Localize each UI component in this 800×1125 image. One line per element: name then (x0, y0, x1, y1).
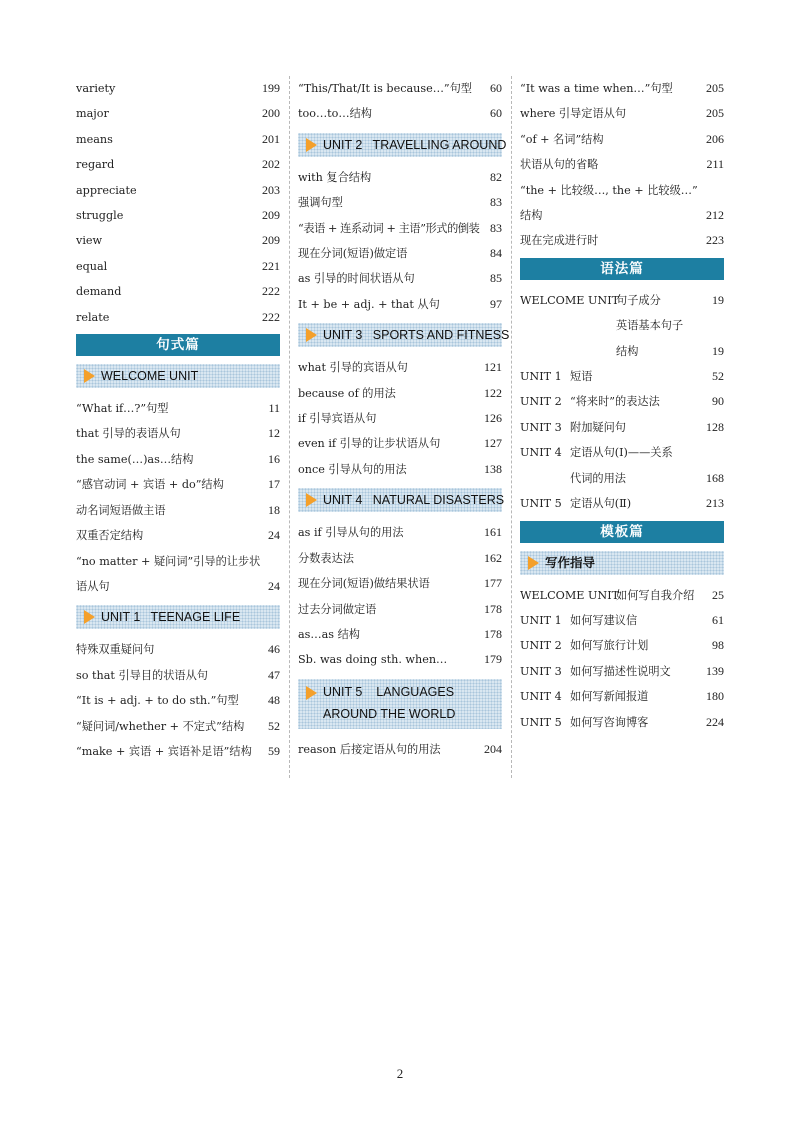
entry-title: as 引导的时间状语从句 (298, 272, 415, 286)
entry-page: 213 (706, 496, 724, 511)
entry-page: 12 (268, 426, 280, 441)
arrow-icon (306, 328, 317, 342)
unit-label: WELCOME UNIT (101, 369, 199, 384)
word-list (76, 76, 280, 330)
unit-label: UNIT 2 TRAVELLING AROUND (323, 137, 507, 152)
entry-page: 177 (484, 576, 502, 591)
entry-page: 60 (490, 81, 502, 95)
arrow-icon (84, 369, 95, 383)
entry-page: 138 (484, 461, 502, 476)
entry-page: 61 (712, 612, 724, 627)
entry-title: view (76, 234, 103, 248)
entry-page: 201 (262, 131, 280, 146)
toc-entry[interactable] (76, 279, 280, 304)
entry-title: variety (76, 82, 116, 95)
entry-title: 如何写建议信 (570, 613, 638, 627)
toc-entry[interactable] (298, 546, 502, 571)
toc-entry-continued[interactable] (520, 339, 724, 364)
toc-entry[interactable] (76, 152, 280, 177)
entry-title: 双重否定结构 (76, 529, 144, 543)
toc-entry[interactable] (298, 431, 502, 456)
entry-title: 如何写自我介绍 (616, 588, 695, 602)
entry-title: “It was a time when…”句型 (520, 82, 673, 95)
entry-page: 17 (268, 477, 280, 492)
toc-entry[interactable] (298, 355, 502, 380)
entry-title: 分数表达法 (298, 551, 354, 565)
toc-entry[interactable] (76, 254, 280, 279)
toc-entry[interactable] (520, 389, 724, 414)
toc-entry[interactable] (76, 498, 280, 523)
toc-entry-continued[interactable] (520, 313, 724, 338)
toc-entry[interactable] (76, 396, 280, 421)
toc-entry[interactable] (298, 216, 502, 241)
entry-title: too…to…结构 (298, 107, 372, 121)
entry-page: 179 (484, 652, 502, 667)
toc-entry[interactable] (76, 549, 280, 574)
entry-title: 特殊双重疑问句 (76, 643, 155, 657)
unit-label: UNIT 5 LANGUAGES (323, 684, 455, 699)
entry-title: “疑问词/whether + 不定式”结构 (76, 719, 245, 733)
toc-entry[interactable] (76, 523, 280, 548)
toc-entry[interactable] (76, 127, 280, 152)
entry-unit: UNIT 2 (520, 395, 562, 409)
entry-title: 过去分词做定语 (298, 602, 377, 616)
entry-title: 现在分词(短语)做定语 (298, 247, 408, 261)
entry-page: 59 (268, 743, 280, 758)
entry-title: major (76, 107, 109, 121)
entry-page: 161 (484, 525, 502, 540)
unit-label: UNIT 1 TEENAGE LIFE (101, 610, 241, 625)
toc-entry[interactable] (76, 101, 280, 126)
entry-page: 139 (706, 663, 724, 678)
toc-column-1 (76, 76, 280, 764)
entry-title: “What if…?”句型 (76, 402, 169, 416)
unit-header-unit2[interactable] (298, 133, 507, 157)
entry-page: 221 (262, 258, 280, 273)
unit-label-block (323, 681, 455, 725)
toc-entry[interactable] (520, 127, 724, 152)
entry-title: 结构 (520, 209, 543, 223)
toc-entry[interactable] (520, 178, 724, 203)
entry-page: 52 (268, 718, 280, 733)
entry-title: struggle (76, 209, 124, 223)
entry-title: “of + 名词”结构 (520, 132, 604, 146)
toc-entry[interactable] (76, 472, 280, 497)
entry-page: 122 (484, 385, 502, 400)
toc-entry[interactable] (520, 101, 724, 126)
toc-entry[interactable] (298, 406, 502, 431)
toc-entry[interactable] (76, 203, 280, 228)
entry-title: appreciate (76, 183, 137, 197)
entry-title: demand (76, 285, 122, 299)
entry-title: “将来时”的表达法 (570, 395, 660, 409)
entry-title: 附加疑问句 (570, 420, 626, 434)
entry-page: 18 (268, 502, 280, 517)
entry-page: 203 (262, 182, 280, 197)
unit-header-writing-guide[interactable] (520, 551, 724, 575)
entry-title: as…as 结构 (298, 627, 360, 641)
entry-page: 209 (262, 233, 280, 248)
entry-page: 224 (706, 714, 724, 729)
entry-title: 如何写旅行计划 (570, 639, 649, 653)
entry-page: 82 (490, 169, 502, 184)
entry-page: 25 (712, 587, 724, 602)
entry-page: 200 (262, 106, 280, 121)
toc-entry[interactable] (298, 457, 502, 482)
entry-page: 83 (490, 220, 502, 235)
entry-title: even if 引导的让步状语从句 (298, 437, 441, 451)
toc-entry[interactable] (298, 76, 502, 101)
entry-title: “感官动词 + 宾语 + do”结构 (76, 478, 224, 492)
entry-title: 定语从句(Ⅰ)——关系 (570, 446, 673, 460)
entry-title: 英语基本句子 (616, 319, 684, 333)
entry-page: 127 (484, 436, 502, 451)
entry-title: regard (76, 158, 115, 172)
entry-unit: UNIT 3 (520, 664, 562, 678)
unit-label: 写作指导 (545, 554, 596, 570)
entry-title: It + be + adj. + that 从句 (298, 297, 440, 311)
toc-entry[interactable] (76, 178, 280, 203)
entry-title: what 引导的宾语从句 (298, 361, 408, 375)
entry-title: where 引导定语从句 (520, 107, 627, 121)
entry-unit: WELCOME UNIT (520, 588, 620, 602)
entry-page: 205 (706, 81, 724, 95)
entry-page: 178 (484, 601, 502, 616)
entry-page: 121 (484, 360, 502, 375)
entry-page: 128 (706, 419, 724, 434)
column-divider (289, 76, 290, 778)
entry-title: 语从句 (76, 579, 110, 593)
unit-label: UNIT 4 NATURAL DISASTERS (323, 493, 505, 508)
entry-page: 209 (262, 208, 280, 223)
entry-title: as if 引导从句的用法 (298, 526, 404, 540)
entry-page: 48 (268, 693, 280, 708)
entry-title: 短语 (570, 370, 593, 384)
entry-title: so that 引导目的状语从句 (76, 668, 208, 682)
toc-entry[interactable] (76, 228, 280, 253)
toc-entry[interactable] (298, 241, 502, 266)
page-number: 2 (396, 1066, 404, 1081)
entry-page: 126 (484, 411, 502, 426)
section-header-templates: 模板篇 (520, 521, 724, 543)
toc-entry[interactable] (298, 292, 502, 317)
section-header-grammar: 语法篇 (520, 258, 724, 280)
toc-entry[interactable] (76, 663, 280, 688)
toc-entry[interactable] (520, 288, 724, 313)
toc-entry[interactable] (298, 597, 502, 622)
entry-page: 60 (490, 106, 502, 121)
toc-entry[interactable] (76, 714, 280, 739)
toc-entry[interactable] (520, 583, 724, 608)
entry-page: 168 (706, 470, 724, 485)
entry-page: 205 (706, 106, 724, 121)
toc-column-2 (298, 76, 510, 762)
entry-page: 204 (484, 741, 502, 756)
toc-entry[interactable] (520, 364, 724, 389)
entry-page: 202 (262, 157, 280, 172)
entry-title: 现在分词(短语)做结果状语 (298, 577, 430, 591)
entry-page: 212 (706, 208, 724, 223)
unit-header-unit3[interactable] (298, 323, 510, 347)
toc-entry[interactable] (520, 76, 724, 101)
toc-entry[interactable] (298, 381, 502, 406)
entry-page: 211 (706, 157, 724, 172)
entry-title: 动名词短语做主语 (76, 503, 166, 517)
entry-title: 代词的用法 (570, 471, 626, 485)
toc-entry[interactable] (520, 710, 724, 735)
entry-page: 180 (706, 689, 724, 704)
entry-unit: WELCOME UNIT (520, 293, 620, 307)
toc-entry[interactable] (520, 659, 724, 684)
entry-title: 结构 (616, 344, 639, 358)
toc-entry[interactable] (298, 571, 502, 596)
toc-entry[interactable] (76, 447, 280, 472)
entry-page: 19 (712, 292, 724, 307)
entry-page: 90 (712, 394, 724, 409)
entry-title: “This/That/It is because…”句型 (298, 82, 472, 95)
entry-title: Sb. was doing sth. when… (298, 653, 448, 667)
entry-title: “It is + adj. + to do sth.”句型 (76, 694, 239, 708)
toc-entry[interactable] (520, 491, 724, 516)
entry-title: once 引导从句的用法 (298, 462, 407, 476)
entry-page: 19 (712, 343, 724, 358)
entry-page: 162 (484, 550, 502, 565)
toc-entry[interactable] (520, 608, 724, 633)
entry-title: 句子成分 (616, 293, 661, 307)
entry-title: 现在完成进行时 (520, 234, 599, 248)
entry-unit: UNIT 1 (520, 370, 562, 384)
toc-entry[interactable] (520, 228, 724, 253)
entry-title: the same(…)as…结构 (76, 452, 194, 466)
unit-header-unit5[interactable] (298, 679, 502, 729)
entry-title: that 引导的表语从句 (76, 427, 181, 441)
entry-title: 如何写咨询博客 (570, 715, 649, 729)
entry-unit: UNIT 4 (520, 690, 562, 704)
entry-title: if 引导宾语从句 (298, 412, 377, 426)
entry-page: 11 (268, 401, 280, 416)
toc-entry[interactable] (298, 101, 502, 126)
arrow-icon (306, 493, 317, 507)
toc-entry[interactable] (298, 647, 502, 672)
entry-page: 24 (268, 528, 280, 543)
toc-entry[interactable] (520, 633, 724, 658)
entry-title: 强调句型 (298, 196, 343, 210)
entry-title: reason 后接定语从句的用法 (298, 742, 441, 756)
unit-label: UNIT 3 SPORTS AND FITNESS (323, 328, 510, 343)
unit-header-unit1[interactable] (76, 605, 280, 629)
entry-title: “make + 宾语 + 宾语补足语”结构 (76, 744, 252, 758)
entry-unit: UNIT 5 (520, 497, 562, 511)
entry-title: “no matter + 疑问词”引导的让步状 (76, 554, 261, 568)
entry-page: 47 (268, 667, 280, 682)
entry-page: 222 (262, 284, 280, 299)
unit-label: AROUND THE WORLD (323, 706, 456, 721)
toc-entry[interactable] (76, 688, 280, 713)
toc-entry[interactable] (76, 305, 280, 330)
arrow-icon (306, 138, 317, 152)
entry-title: 定语从句(Ⅱ) (570, 497, 632, 511)
entry-page: 222 (262, 309, 280, 324)
entry-page: 84 (490, 246, 502, 261)
entry-page: 97 (490, 296, 502, 311)
toc-entry[interactable] (76, 421, 280, 446)
entry-page: 52 (712, 369, 724, 384)
unit-header-unit4[interactable] (298, 488, 505, 512)
toc-entry[interactable] (298, 622, 502, 647)
toc-entry[interactable] (520, 684, 724, 709)
entry-title: “the + 比较级…, the + 比较级…” (520, 183, 698, 197)
entry-page: 16 (268, 451, 280, 466)
entry-title: means (76, 132, 113, 146)
entry-unit: UNIT 2 (520, 639, 562, 653)
arrow-icon (306, 686, 317, 700)
toc-entry[interactable] (298, 266, 502, 291)
entry-page: 83 (490, 195, 502, 210)
entry-title: with 复合结构 (298, 170, 372, 184)
toc-entry[interactable] (520, 415, 724, 440)
entry-page: 98 (712, 638, 724, 653)
toc-entry[interactable] (520, 440, 724, 465)
entry-title: 如何写新闻报道 (570, 690, 649, 704)
toc-entry-continued[interactable] (76, 574, 280, 599)
entry-page: 85 (490, 271, 502, 286)
entry-unit: UNIT 1 (520, 613, 562, 627)
toc-column-3 (520, 76, 724, 735)
entry-page: 46 (268, 642, 280, 657)
toc-entry[interactable] (298, 737, 502, 762)
entry-title: 状语从句的省略 (520, 158, 599, 172)
toc-entry[interactable] (298, 190, 502, 215)
section-header-sentence-patterns: 句式篇 (76, 334, 280, 356)
unit-header-welcome[interactable] (76, 364, 280, 388)
entry-title: equal (76, 259, 108, 273)
entry-title: “表语 + 连系动词 + 主语”形式的倒装 (298, 221, 480, 235)
toc-entry[interactable] (298, 520, 502, 545)
arrow-icon (528, 556, 539, 570)
entry-unit: UNIT 4 (520, 446, 562, 460)
toc-entry[interactable] (520, 152, 724, 177)
entry-page: 24 (268, 578, 280, 593)
entry-title: 如何写描述性说明文 (570, 664, 671, 678)
column-divider (511, 76, 512, 778)
entry-unit: UNIT 5 (520, 715, 562, 729)
toc-entry[interactable] (76, 76, 280, 101)
entry-page: 206 (706, 131, 724, 146)
toc-entry[interactable] (298, 165, 502, 190)
toc-entry[interactable] (76, 739, 280, 764)
entry-title: because of 的用法 (298, 386, 396, 400)
entry-page: 199 (262, 81, 280, 95)
entry-unit: UNIT 3 (520, 420, 562, 434)
toc-entry[interactable] (76, 637, 280, 662)
toc-entry-continued[interactable] (520, 203, 724, 228)
toc-entry-continued[interactable] (520, 466, 724, 491)
arrow-icon (84, 610, 95, 624)
entry-page: 223 (706, 233, 724, 248)
entry-title: relate (76, 310, 110, 324)
entry-page: 178 (484, 626, 502, 641)
